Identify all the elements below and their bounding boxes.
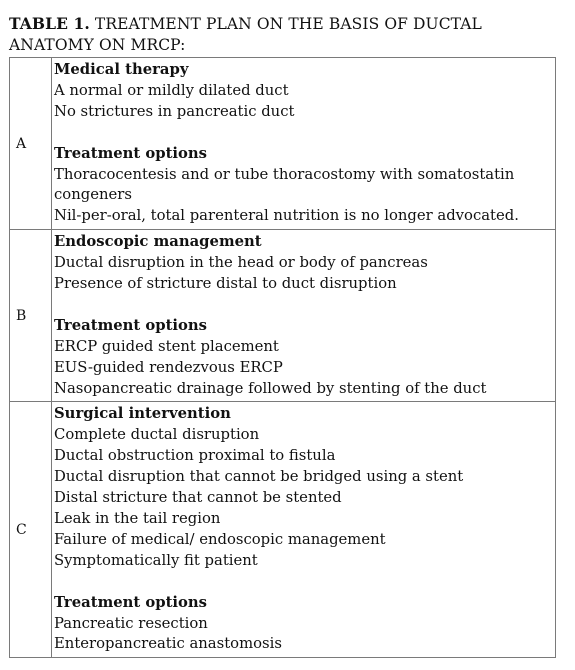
table-row — [10, 402, 556, 658]
list-item: Nasopancreatic drainage followed by stenting of the duct — [54, 379, 487, 397]
list-item: Nil-per-oral, total parenteral nutrition is no longer advocated. — [54, 207, 519, 225]
list-item: Symptomatically fit patient — [54, 551, 258, 569]
treatment-plan-table — [9, 57, 556, 658]
list-item: Leak in the tail region — [54, 510, 221, 527]
section-heading: Treatment options — [54, 316, 208, 334]
table-row — [10, 230, 556, 402]
row-label-cell — [10, 402, 52, 658]
row-label: B — [16, 307, 27, 324]
row-content-cell — [52, 58, 556, 230]
list-item: Presence of stricture distal to duct disruption — [54, 275, 397, 293]
list-item: Complete ductal disruption — [54, 426, 260, 444]
table-row — [10, 58, 556, 230]
table-caption — [9, 13, 564, 56]
table-caption-text: TREATMENT PLAN ON THE BASIS OF DUCTAL ANATOMY ON MRCP: — [9, 15, 482, 54]
section-spacer — [54, 123, 555, 144]
row-content-cell — [52, 230, 556, 402]
section-heading: Surgical intervention — [54, 405, 231, 423]
list-item: Thoracocentesis and or tube thoracostomy with somatostatin congeners — [54, 165, 515, 204]
row-label-cell — [10, 58, 52, 230]
list-item: Distal stricture that cannot be stented — [54, 489, 342, 507]
section-spacer — [54, 572, 555, 593]
row-label: C — [16, 521, 27, 538]
list-item: EUS-guided rendezvous ERCP — [54, 358, 283, 376]
list-item: Ductal obstruction proximal to fistula — [54, 447, 336, 465]
list-item: No strictures in pancreatic duct — [54, 102, 295, 120]
list-item: A normal or mildly dilated duct — [54, 81, 289, 99]
row-label: A — [16, 135, 27, 152]
list-item: Failure of medical/ endoscopic management — [54, 530, 386, 548]
section-spacer — [54, 295, 555, 316]
list-item: Ductal disruption that cannot be bridged using a stent — [54, 468, 464, 486]
row-label-cell — [10, 230, 52, 402]
section-heading: Treatment options — [54, 593, 208, 611]
section-heading: Treatment options — [54, 144, 208, 162]
table-caption-label: TABLE 1. — [9, 14, 90, 33]
section-heading: Medical therapy — [54, 61, 189, 78]
section-heading: Endoscopic management — [54, 233, 262, 251]
list-item: ERCP guided stent placement — [54, 337, 279, 355]
row-content-cell — [52, 402, 556, 658]
list-item: Ductal disruption in the head or body of pancreas — [54, 254, 428, 272]
list-item: Enteropancreatic anastomosis — [54, 635, 282, 653]
list-item: Pancreatic resection — [54, 614, 208, 632]
